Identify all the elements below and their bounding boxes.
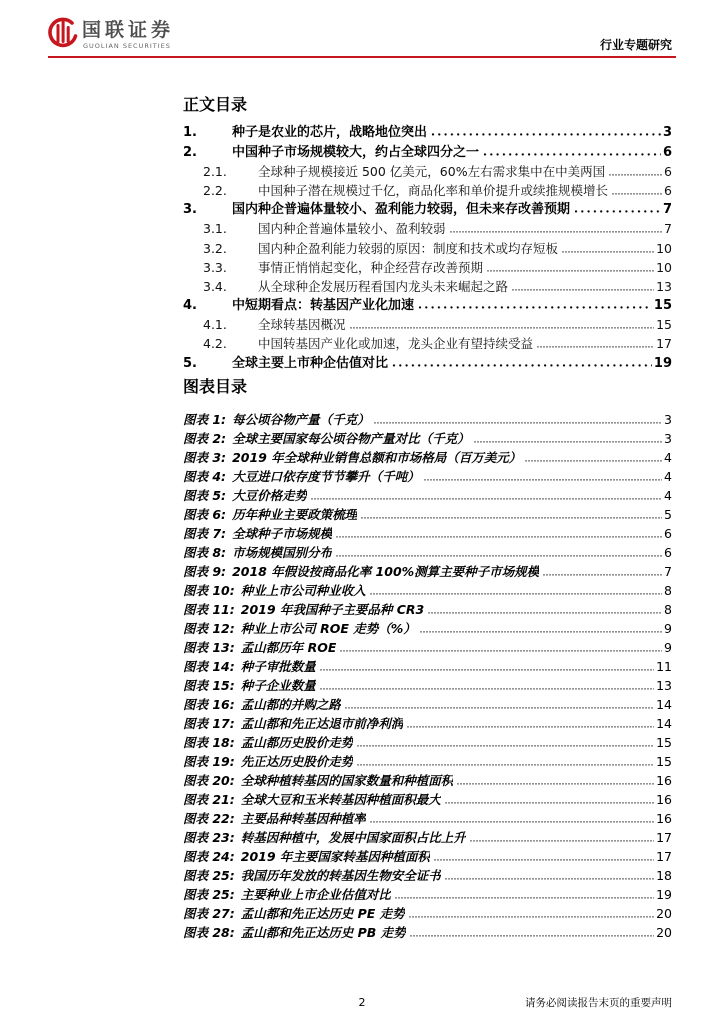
toc-entry-3-4[interactable] [183,277,672,296]
figure-page: 18 [656,867,672,883]
figure-page: 5 [664,506,672,522]
figure-label: 图表 1: [183,411,227,427]
figure-page: 17 [656,829,672,845]
figure-list-item[interactable] [183,638,672,657]
toc-entry-number: 3.2. [203,240,227,256]
figure-label: 图表 8: [183,544,227,560]
figure-page: 20 [656,905,672,921]
dot-leader [374,418,662,424]
figure-title: 全球大豆和玉米转基因种植面积最大 [240,791,441,807]
toc-entry-title: 种子是农业的芯片，战略地位突出 [232,125,428,141]
toc-entry-title: 中短期看点：转基因产业化加速 [232,298,415,314]
dot-leader [612,189,662,195]
figure-label: 图表 11: [183,601,235,617]
toc-entry-title: 中国种子市场规模较大，约占全球四分之一 [232,144,480,160]
figure-page: 13 [656,677,672,693]
figure-title: 主要种业上市企业估值对比 [240,886,391,902]
figure-list-item[interactable] [183,771,672,790]
toc-entry-2-2[interactable] [183,181,672,200]
dot-leader [392,361,652,367]
toc-entry-number: 4. [183,298,197,314]
figure-list-item[interactable] [183,828,672,847]
figure-list-item[interactable] [183,676,672,695]
dot-leader [336,551,662,557]
toc-entry-3-3[interactable] [183,258,672,277]
figure-list-item[interactable] [183,695,672,714]
figure-list-item[interactable] [183,467,672,486]
figure-title: 全球种子市场规模 [232,525,333,541]
figure-label: 图表 4: [183,468,227,484]
figure-list-item[interactable] [183,847,672,866]
figure-list-item[interactable] [183,600,672,619]
figure-title: 孟山都历史股价走势 [240,734,354,750]
dot-leader [311,494,662,500]
figure-title: 种业上市公司 ROE 走势（%） [240,620,416,636]
figure-page: 19 [656,886,672,902]
toc-entry-title: 国内种企普遍体量较小、盈利较弱 [258,221,446,237]
figure-label: 图表 16: [183,696,235,712]
figure-page: 7 [664,563,672,579]
figure-label: 图表 12: [183,620,235,636]
figure-list-item[interactable] [183,562,672,581]
figure-label: 图表 23: [183,829,235,845]
figure-list-item[interactable] [183,885,672,904]
dot-leader [350,323,655,329]
figure-title: 孟山都和先正达历史 PB 走势 [240,924,406,940]
dot-leader [537,342,654,348]
figure-title: 2018 年假设按商品化率 100%测算主要种子市场规模 [232,563,540,579]
dot-leader [320,665,654,671]
figure-page: 20 [656,924,672,940]
dot-leader [445,874,654,880]
toc-entry-number: 2.1. [203,163,227,179]
toc-entry-1[interactable] [183,123,672,142]
toc-entry-page: 15 [656,317,672,333]
toc-entry-page: 6 [662,144,672,160]
list-of-figures [183,410,672,942]
figure-title: 历年种业主要政策梳理 [232,506,358,522]
figure-list-item[interactable] [183,657,672,676]
figure-title: 2019 年我国种子主要品种 CR3 [240,601,425,617]
page-number: 2 [358,996,366,1009]
figure-list-item[interactable] [183,619,672,638]
figure-list-item[interactable] [183,524,672,543]
dot-leader [562,247,654,253]
figure-page: 3 [664,430,672,446]
figure-label: 图表 20: [183,772,235,788]
dot-leader [474,437,662,443]
figure-list-item[interactable] [183,581,672,600]
toc-entry-page: 10 [656,240,672,256]
company-logo [48,16,188,52]
toc-entry-3-2[interactable] [183,239,672,258]
disclaimer-note: 请务必阅读报告末页的重要声明 [525,997,672,1009]
figure-title: 主要品种转基因种植率 [240,810,366,826]
dot-leader [410,931,654,937]
company-name-en: GUOLIAN SECURITIES [83,42,171,50]
figure-label: 图表 13: [183,639,235,655]
figure-label: 图表 17: [183,715,235,731]
figure-label: 图表 18: [183,734,235,750]
guolian-logo-mark-icon [48,16,78,50]
toc-entry-number: 3.4. [203,278,227,294]
toc-entry-title: 国内种企普遍体量较小、盈利能力较弱，但未来存改善预期 [232,202,571,218]
toc-entry-page: 10 [656,259,672,275]
toc-entry-title: 国内种企盈利能力较弱的原因：制度和技术或均存短板 [258,240,559,256]
figure-title: 我国历年发放的转基因生物安全证书 [240,867,441,883]
figure-list-item[interactable] [183,866,672,885]
figure-label: 图表 22: [183,810,235,826]
dot-leader [424,475,662,481]
figure-page: 4 [664,468,672,484]
figure-label: 图表 9: [183,563,227,579]
dot-leader [434,855,654,861]
dot-leader [470,836,654,842]
figure-label: 图表 10: [183,582,235,598]
toc-entry-number: 4.2. [203,336,227,352]
dot-leader [450,227,663,233]
toc-entry-page: 7 [662,202,672,218]
dot-leader [420,627,662,633]
toc-entry-page: 19 [653,355,672,371]
dot-leader [574,207,661,213]
dot-leader [409,912,654,918]
toc-entry-title: 事情正悄悄起变化，种企经营存改善预期 [258,259,484,275]
figure-page: 15 [656,753,672,769]
dot-leader [336,532,662,538]
figure-page: 16 [656,791,672,807]
table-of-contents [183,123,672,372]
figure-page: 14 [656,696,672,712]
figure-list-item[interactable] [183,923,672,942]
figure-label: 图表 3: [183,449,227,465]
figure-label: 图表 25: [183,886,235,902]
toc-entry-2[interactable] [183,143,672,162]
toc-entry-3-1[interactable] [183,219,672,238]
figure-list-item[interactable] [183,448,672,467]
toc-entry-number: 4.1. [203,317,227,333]
toc-entry-number: 3.3. [203,259,227,275]
figure-label: 图表 28: [183,924,235,940]
figure-title: 种子审批数量 [240,658,316,674]
figure-list-item[interactable] [183,714,672,733]
figure-page: 6 [664,544,672,560]
toc-entry-number: 2.2. [203,182,227,198]
toc-entry-title: 全球种子规模接近 500 亿美元，60%左右需求集中在中美两国 [258,163,606,179]
report-type-label: 行业专题研究 [599,38,672,52]
figure-list-heading: 图表目录 [183,377,248,396]
toc-entry-page: 15 [653,298,672,314]
figure-page: 16 [656,772,672,788]
toc-entry-page: 17 [656,336,672,352]
figure-label: 图表 19: [183,753,235,769]
figure-title: 先正达历史股价走势 [240,753,354,769]
toc-entry-title: 中国种子潜在规模过千亿，商品化率和单价提升或续推规模增长 [258,182,609,198]
figure-page: 4 [664,487,672,503]
figure-title: 2019 年主要国家转基因种植面积 [240,848,430,864]
toc-entry-title: 中国转基因产业化或加速，龙头企业有望持续受益 [258,336,534,352]
dot-leader [357,741,654,747]
figure-list-item[interactable] [183,486,672,505]
figure-label: 图表 2: [183,430,227,446]
toc-entry-page: 6 [664,182,672,198]
figure-page: 8 [664,601,672,617]
toc-entry-number: 5. [183,355,197,371]
dot-leader [512,285,654,291]
figure-label: 图表 21: [183,791,235,807]
toc-entry-page: 3 [662,125,672,141]
figure-page: 9 [664,620,672,636]
figure-title: 全球种植转基因的国家数量和种植面积 [240,772,454,788]
figure-page: 6 [664,525,672,541]
toc-entry-5[interactable] [183,354,672,373]
figure-list-item[interactable] [183,733,672,752]
figure-label: 图表 25: [183,867,235,883]
toc-entry-number: 2. [183,144,197,160]
figure-title: 孟山都和先正达历史 PE 走势 [240,905,405,921]
figure-list-item[interactable] [183,752,672,771]
dot-leader [418,303,652,309]
toc-entry-number: 3.1. [203,221,227,237]
figure-page: 9 [664,639,672,655]
figure-page: 3 [664,411,672,427]
toc-entry-number: 1. [183,125,197,141]
toc-entry-4[interactable] [183,296,672,315]
figure-label: 图表 14: [183,658,235,674]
figure-label: 图表 27: [183,905,235,921]
figure-list-item[interactable] [183,429,672,448]
figure-title: 种业上市公司种业收入 [240,582,366,598]
figure-list-item[interactable] [183,904,672,923]
figure-title: 全球主要国家每公顷谷物产量对比（千克） [232,430,470,446]
figure-title: 大豆价格走势 [232,487,308,503]
toc-entry-page: 6 [664,163,672,179]
figure-title: 大豆进口依存度节节攀升（千吨） [232,468,420,484]
figure-page: 14 [656,715,672,731]
toc-entry-title: 全球转基因概况 [258,317,346,333]
figure-page: 16 [656,810,672,826]
figure-page: 15 [656,734,672,750]
figure-label: 图表 6: [183,506,227,522]
dot-leader [609,170,662,176]
dot-leader [361,513,662,519]
figure-title: 种子企业数量 [240,677,316,693]
dot-leader [370,817,654,823]
toc-entry-4-1[interactable] [183,315,672,334]
toc-entry-3[interactable] [183,200,672,219]
dot-leader [445,798,654,804]
figure-page: 8 [664,582,672,598]
figure-label: 图表 7: [183,525,227,541]
toc-entry-page: 7 [664,221,672,237]
dot-leader [340,646,662,652]
dot-leader [357,760,654,766]
dot-leader [395,893,654,899]
dot-leader [345,703,654,709]
figure-list-item[interactable] [183,543,672,562]
toc-entry-4-2[interactable] [183,334,672,353]
toc-entry-number: 3. [183,202,197,218]
dot-leader [483,150,661,156]
header-rule [48,56,676,58]
figure-label: 图表 5: [183,487,227,503]
figure-title: 孟山都的并购之路 [240,696,341,712]
figure-label: 图表 15: [183,677,235,693]
toc-entry-page: 13 [656,278,672,294]
figure-list-item[interactable] [183,505,672,524]
figure-title: 转基因种植中，发展中国家面积占比上升 [240,829,466,845]
toc-entry-2-1[interactable] [183,162,672,181]
figure-list-item[interactable] [183,410,672,429]
toc-entry-title: 全球主要上市种企估值对比 [232,355,389,371]
figure-list-item[interactable] [183,809,672,828]
figure-title: 2019 年全球种业销售总额和市场格局（百万美元） [232,449,522,465]
company-name-cn: 国联证券 [82,19,175,41]
dot-leader [407,722,654,728]
dot-leader [320,684,654,690]
figure-title: 孟山都历年 ROE [240,639,337,655]
dot-leader [457,779,654,785]
toc-entry-title: 从全球种企发展历程看国内龙头未来崛起之路 [258,278,509,294]
dot-leader [431,130,661,136]
figure-page: 4 [664,449,672,465]
figure-title: 市场规模国别分布 [232,544,333,560]
dot-leader [428,608,662,614]
toc-heading: 正文目录 [183,95,248,114]
dot-leader [543,570,662,576]
figure-page: 11 [656,658,672,674]
dot-leader [370,589,662,595]
figure-list-item[interactable] [183,790,672,809]
dot-leader [487,266,654,272]
figure-title: 孟山都和先正达退市前净利润 [240,715,404,731]
figure-page: 17 [656,848,672,864]
figure-label: 图表 24: [183,848,235,864]
figure-title: 每公顷谷物产量（千克） [232,411,370,427]
dot-leader [525,456,662,462]
